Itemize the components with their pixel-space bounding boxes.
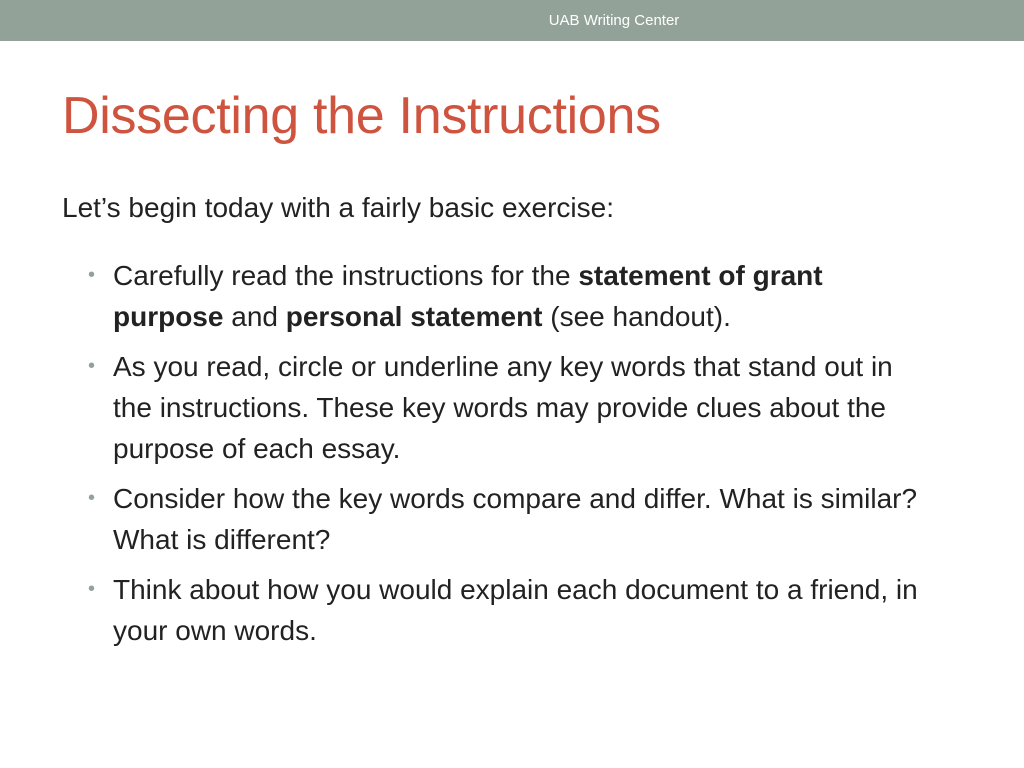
bullet-1-bold-personal: personal statement	[285, 301, 543, 332]
bullet-dot-icon: •	[88, 264, 96, 286]
bullet-1-connector: and	[223, 301, 286, 332]
intro-text: Let’s begin today with a fairly basic exercise:	[62, 192, 614, 223]
bullet-item-2	[88, 346, 893, 469]
bullet-1-bold-statement: statement of grant purpose	[113, 260, 823, 332]
bullet-item-1	[88, 255, 893, 337]
bullet-1-suffix: (see handout).	[542, 301, 731, 332]
bullet-dot-icon: •	[88, 578, 96, 600]
bullet-item-4	[88, 569, 963, 651]
bullet-3-text: Consider how the key words compare and differ. What is similar? What is different?	[113, 483, 918, 555]
bullet-list	[88, 255, 988, 660]
bullet-dot-icon: •	[88, 487, 96, 509]
slide-title: Dissecting the Instructions	[62, 87, 661, 145]
bullet-dot-icon: •	[88, 355, 96, 377]
bullet-4-text: Think about how you would explain each document to a friend, in your own words.	[113, 574, 918, 646]
header-text: UAB Writing Center	[548, 12, 680, 29]
bullet-2-text: As you read, circle or underline any key words that stand out in the instructions. These key words may provide clues about the purpose of each essay.	[113, 351, 893, 464]
bullet-item-3	[88, 478, 963, 560]
bullet-1-text: Carefully read the instructions for the	[113, 260, 579, 291]
header-bar	[0, 0, 1024, 41]
